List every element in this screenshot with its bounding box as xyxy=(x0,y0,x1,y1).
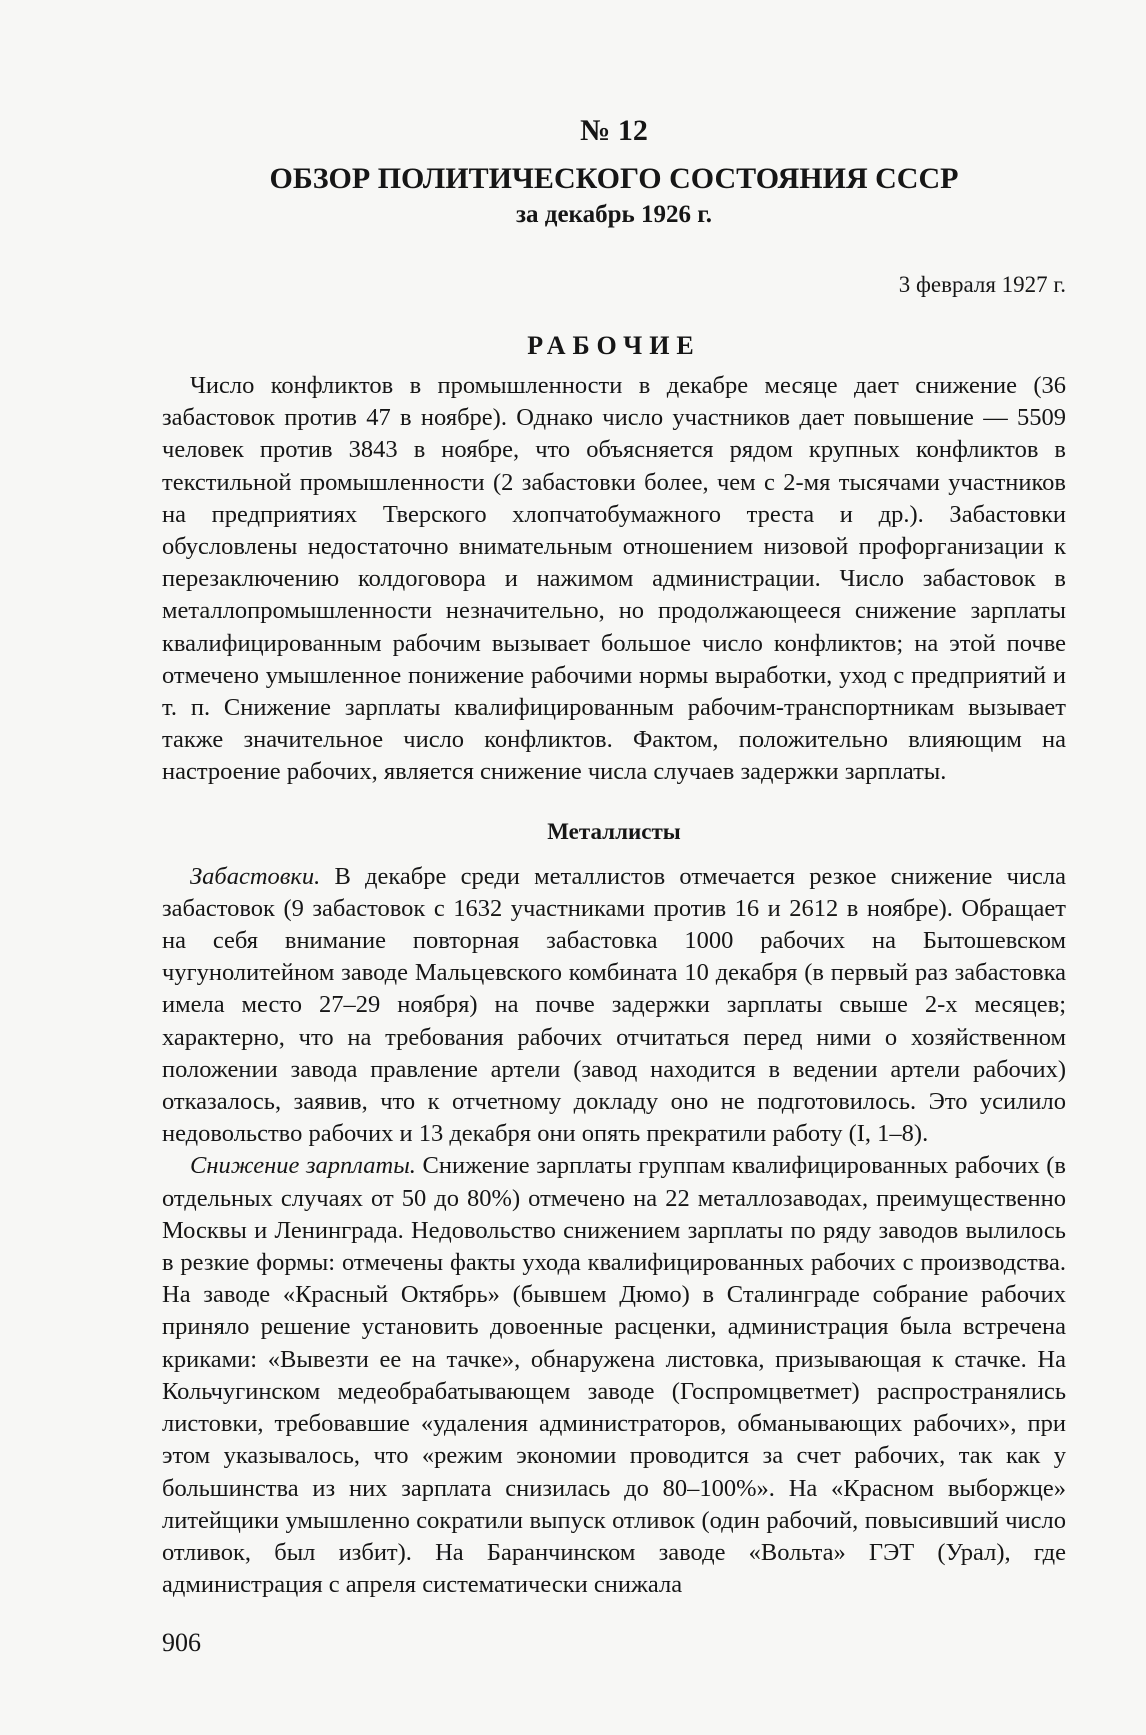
document-subtitle: за декабрь 1926 г. xyxy=(516,201,712,228)
section-heading-workers: РАБОЧИЕ xyxy=(527,331,701,360)
strikes-paragraph xyxy=(162,861,1066,1151)
document-number: № 12 xyxy=(580,114,648,147)
page-number: 906 xyxy=(162,1628,201,1657)
subheading-metallists: Металлисты xyxy=(547,818,681,844)
wages-text: Снижение зарплаты группам квалифицированных рабочих (в отдельных случаях от 50 до 80%) отмечено на 22 металлозаводах, преимущественно Москвы и Ленинграда. Недовольство снижением зарплаты по ряду заводов вылилось в резкие формы: отмечены факты ухода квалифицированных рабочих с производства. На заводе «Красный Октябрь» (бывшем Дюмо) в Сталинграде собрание рабочих приняло решение установить довоенные расценки, администрация была встречена криками: «Вывезти ее на тачке», обнаружена листовка, призывающая к стачке. На Кольчугинском медеобрабатывающем заводе (Госпромцветмет) распространялись листовки, требовавшие «удаления администраторов, обманывающих рабочих», при этом указывалось, что «режим экономии проводится за счет рабочих, так как у большинства из них зарплата снизилась до 80–100%». На «Красном выборжце» литейщики умышленно сократили выпуск отливок (один рабочий, повысивший число отливок, был избит). На Баранчинском заводе «Вольта» ГЭТ (Урал), где администрация с апреля систематически снижала xyxy=(162,1152,1066,1599)
document-date: 3 февраля 1927 г. xyxy=(898,272,1066,297)
wages-paragraph xyxy=(162,1150,1066,1601)
strikes-text: В декабре среди металлистов отмечается резкое снижение числа забастовок (9 забастовок с 1632 участниками против 16 и 2612 в ноябре). Обращает на себя внимание повторная забастовка 1000 рабочих на Бытошевском чугунолитейном заводе Мальцевского комбината 10 декабря (в первый раз забастовка имела место 27–29 ноября) на почве задержки зарплаты свыше 2-х месяцев; характерно, что на требования рабочих отчитаться перед ними о хозяйственном положении завода правление артели (завод находится в ведении артели рабочих) отказалось, заявив, что к отчетному докладу оно не подготовилось. Это усилило недовольство рабочих и 13 декабря они опять прекратили работу (I, 1–8). xyxy=(162,862,1066,1148)
workers-paragraph: Число конфликтов в промышленности в декабре месяце дает снижение (36 забастовок против 47 в ноябре). Однако число участников дает повышение — 5509 человек против 3843 в ноябре, что объясняется рядом крупных конфликтов в текстильной промышленности (2 забастовки более, чем с 2-мя тысячами участников на предприятиях Тверского хлопчатобумажного треста и др.). Забастовки обусловлены недостаточно внимательным отношением низовой профорганизации к перезаключению колдоговора и нажимом администрации. Число забастовок в металлопромышленности незначительно, но продолжающееся снижение зарплаты квалифицированным рабочим вызывает большое число конфликтов; на этой почве отмечено умышленное понижение рабочими нормы выработки, уход с предприятий и т. п. Снижение зарплаты квалифицированным рабочим-транспортникам вызывает также значительное число конфликтов. Фактом, положительно влияющим на настроение рабочих, является снижение числа случаев задержки зарплаты. xyxy=(162,372,1066,786)
wages-lead: Снижение зарплаты. xyxy=(190,1152,416,1180)
strikes-lead: Забастовки. xyxy=(190,862,321,890)
document-title: ОБЗОР ПОЛИТИЧЕСКОГО СОСТОЯНИЯ СССР xyxy=(269,162,959,195)
